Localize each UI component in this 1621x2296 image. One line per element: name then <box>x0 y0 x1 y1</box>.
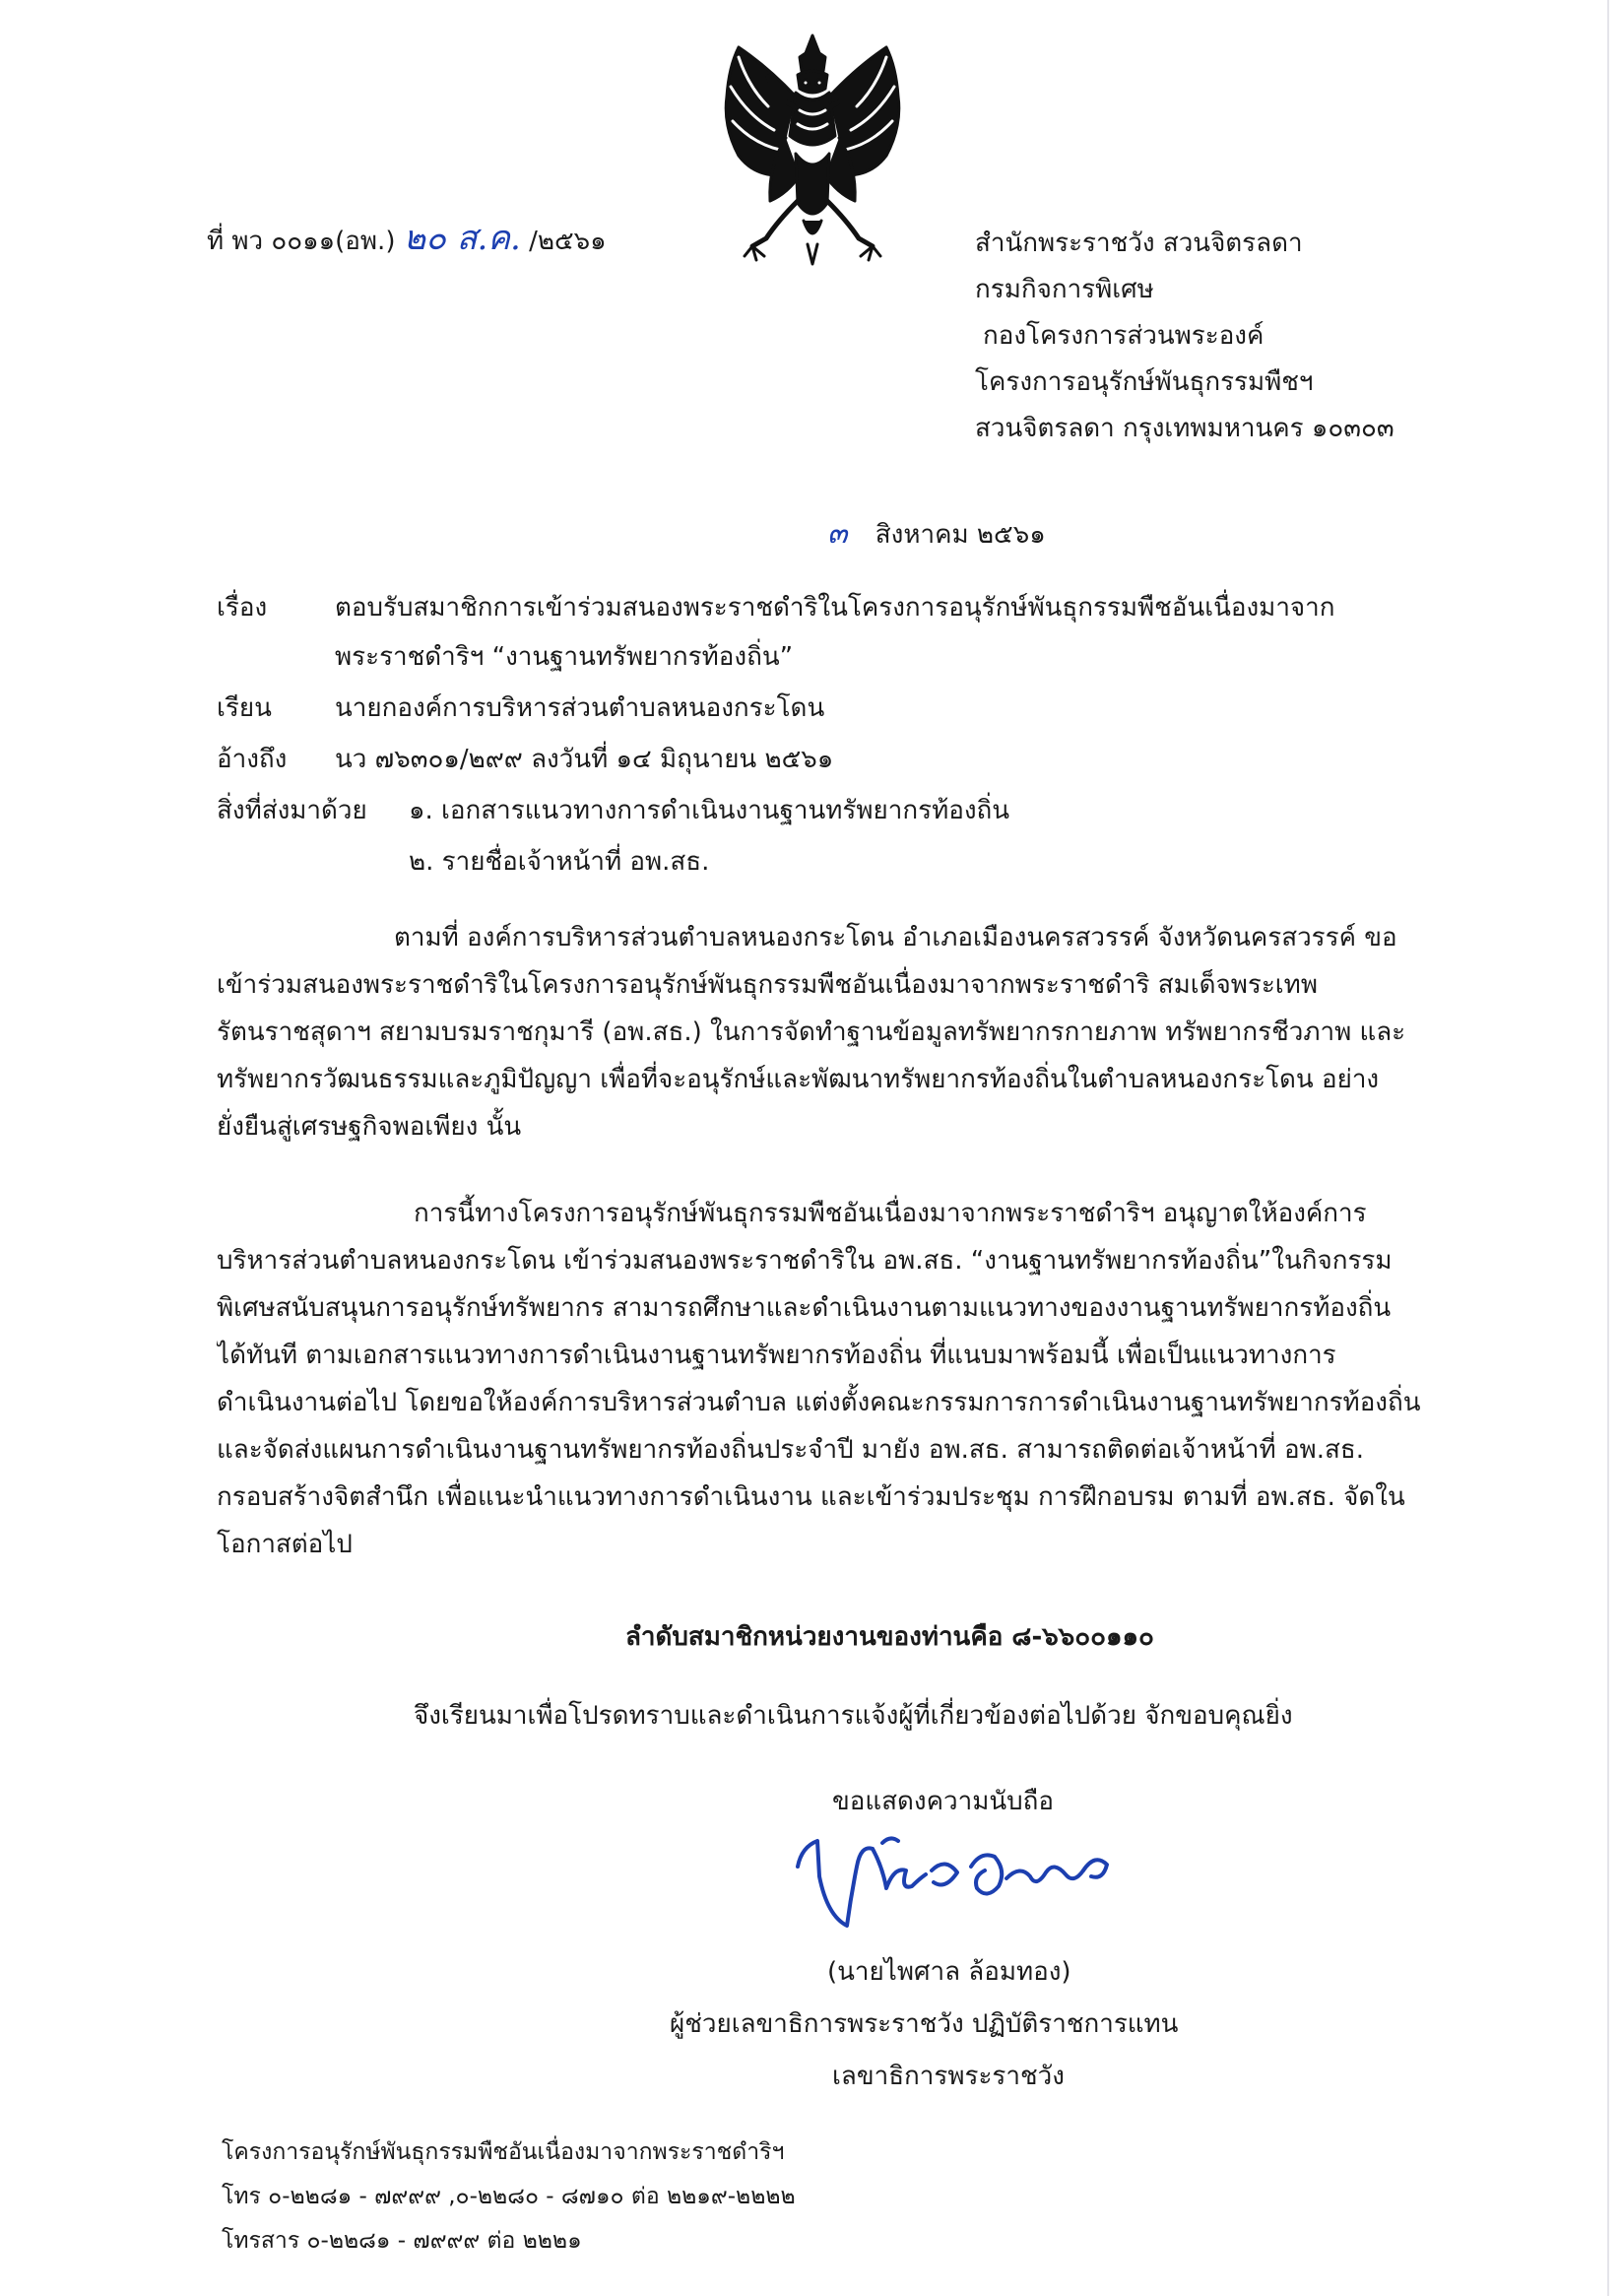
signer-position-1: ผู้ช่วยเลขาธิการพระราชวัง ปฏิบัติราชการแทน <box>670 2009 1179 2039</box>
paragraph-line: เข้าร่วมสนองพระราชดำริในโครงการอนุรักษ์พันธุกรรมพืชอันเนื่องมาจากพระราชดำริ สมเด็จพระเทพ <box>217 970 1318 1000</box>
footer-org: โครงการอนุรักษ์พันธุกรรมพืชอันเนื่องมาจากพระราชดำริฯ <box>222 2139 785 2165</box>
paragraph-line: ทรัพยากรวัฒนธรรมและภูมิปัญญา เพื่อที่จะอนุรักษ์และพัฒนาทรัพยากรท้องถิ่นในตำบลหนองกระโดน อย่าง <box>217 1065 1380 1094</box>
sender-line: โครงการอนุรักษ์พันธุกรรมพืชฯ <box>975 367 1314 397</box>
reference-suffix: /๒๕๖๑ <box>529 227 607 256</box>
enclosure-item: ๒. รายชื่อเจ้าหน้าที่ อพ.สธ. <box>409 847 710 877</box>
letter-date <box>827 512 1046 557</box>
signature-image <box>788 1827 1133 1945</box>
enclosure-item: ๑. เอกสารแนวทางการดำเนินงานฐานทรัพยากรท้องถิ่น <box>409 796 1010 825</box>
signoff-greeting: ขอแสดงความนับถือ <box>832 1787 1054 1816</box>
sender-line: สวนจิตรลดา กรุงเทพมหานคร ๑๐๓๐๓ <box>975 414 1394 443</box>
closing-request: จึงเรียนมาเพื่อโปรดทราบและดำเนินการแจ้งผู้ที่เกี่ยวข้องต่อไปด้วย จักขอบคุณยิ่ง <box>414 1701 1293 1731</box>
body-paragraph-1 <box>217 914 1462 1150</box>
enclosures-label: สิ่งที่ส่งมาด้วย <box>217 796 367 825</box>
paragraph-line: ได้ทันที ตามเอกสารแนวทางการดำเนินงานฐานทรัพยากรท้องถิ่น ที่แนบมาพร้อมนี้ เพื่อเป็นแนวทางการ <box>217 1341 1336 1370</box>
sender-line: สำนักพระราชวัง สวนจิตรลดา <box>975 229 1303 258</box>
member-number: ลำดับสมาชิกหน่วยงานของท่านคือ ๘-๖๖๐๐๑๑๐ <box>625 1622 1154 1652</box>
to-label: เรียน <box>217 693 272 723</box>
date-month-year: สิงหาคม ๒๕๖๑ <box>875 520 1046 550</box>
body-paragraph-2 <box>217 1190 1462 1568</box>
right-edge-line <box>1607 0 1609 2296</box>
subject-line-2: พระราชดำริฯ “งานฐานทรัพยากรท้องถิ่น” <box>335 642 794 672</box>
ref-value: นว ๗๖๓๐๑/๒๙๙ ลงวันที่ ๑๔ มิถุนายน ๒๕๖๑ <box>335 745 834 774</box>
paragraph-line: พิเศษสนับสนุนการอนุรักษ์ทรัพยากร สามารถศึกษาและดำเนินงานตามแนวทางของงานฐานทรัพยากรท้องถิ่น <box>217 1293 1392 1323</box>
paragraph-line: ตามที่ องค์การบริหารส่วนตำบลหนองกระโดน อำเภอเมืองนครสวรรค์ จังหวัดนครสวรรค์ ขอ <box>394 923 1397 952</box>
paragraph-line: บริหารส่วนตำบลหนองกระโดน เข้าร่วมสนองพระราชดำริใน อพ.สธ. “งานฐานทรัพยากรท้องถิ่น”ในกิจกรรม <box>217 1246 1393 1276</box>
reference-prefix: ที่ พว ๐๐๑๑(อพ.) <box>207 227 396 256</box>
paragraph-line: ยั่งยืนสู่เศรษฐกิจพอเพียง นั้น <box>217 1112 522 1142</box>
paragraph-line: และจัดส่งแผนการดำเนินงานฐานทรัพยากรท้องถิ่นประจำปี มายัง อพ.สธ. สามารถติดต่อเจ้าหน้าที่ อพ.สธ. <box>217 1435 1364 1465</box>
paragraph-line: ดำเนินงานต่อไป โดยขอให้องค์การบริหารส่วนตำบล แต่งตั้งคณะกรรมการการดำเนินงานฐานทรัพยากรท้องถิ่น <box>217 1388 1421 1417</box>
paragraph-line: โอกาสต่อไป <box>217 1530 353 1559</box>
paragraph-line: รัตนราชสุดาฯ สยามบรมราชกุมารี (อพ.สธ.) ในการจัดทำฐานข้อมูลทรัพยากรกายภาพ ทรัพยากรชีวภาพ และ <box>217 1017 1406 1047</box>
paragraph-line: กรอบสร้างจิตสำนึก เพื่อแนะนำแนวทางการดำเนินงาน และเข้าร่วมประชุม การฝึกอบรม ตามที่ อพ.สธ. จัดใน <box>217 1482 1405 1512</box>
garuda-emblem-icon <box>709 28 916 269</box>
subject-line-1: ตอบรับสมาชิกการเข้าร่วมสนองพระราชดำริในโครงการอนุรักษ์พันธุกรรมพืชอันเนื่องมาจาก <box>335 593 1335 623</box>
signer-name: (นายไพศาล ล้อมทอง) <box>827 1957 1071 1987</box>
handwritten-day: ๓ <box>827 516 848 551</box>
signer-position-2: เลขาธิการพระราชวัง <box>832 2062 1065 2091</box>
sender-line: กรมกิจการพิเศษ <box>975 275 1154 304</box>
sender-line: กองโครงการส่วนพระองค์ <box>983 321 1264 351</box>
footer-fax: โทรสาร ๐-๒๒๘๑ - ๗๙๙๙ ต่อ ๒๒๒๑ <box>222 2228 582 2254</box>
footer-phone: โทร ๐-๒๒๘๑ - ๗๙๙๙ ,๐-๒๒๘๐ - ๘๗๑๐ ต่อ ๒๒๑๙-๒๒๒๒ <box>222 2184 796 2209</box>
reference-number <box>207 217 607 263</box>
subject-label: เรื่อง <box>217 593 268 623</box>
ref-label: อ้างถึง <box>217 745 288 774</box>
sender-address <box>975 222 1394 450</box>
paragraph-line: การนี้ทางโครงการอนุรักษ์พันธุกรรมพืชอันเนื่องมาจากพระราชดำริฯ อนุญาตให้องค์การ <box>414 1199 1367 1228</box>
handwritten-date: ๒๐ ส.ค. <box>403 219 521 258</box>
to-value: นายกองค์การบริหารส่วนตำบลหนองกระโดน <box>335 693 825 723</box>
